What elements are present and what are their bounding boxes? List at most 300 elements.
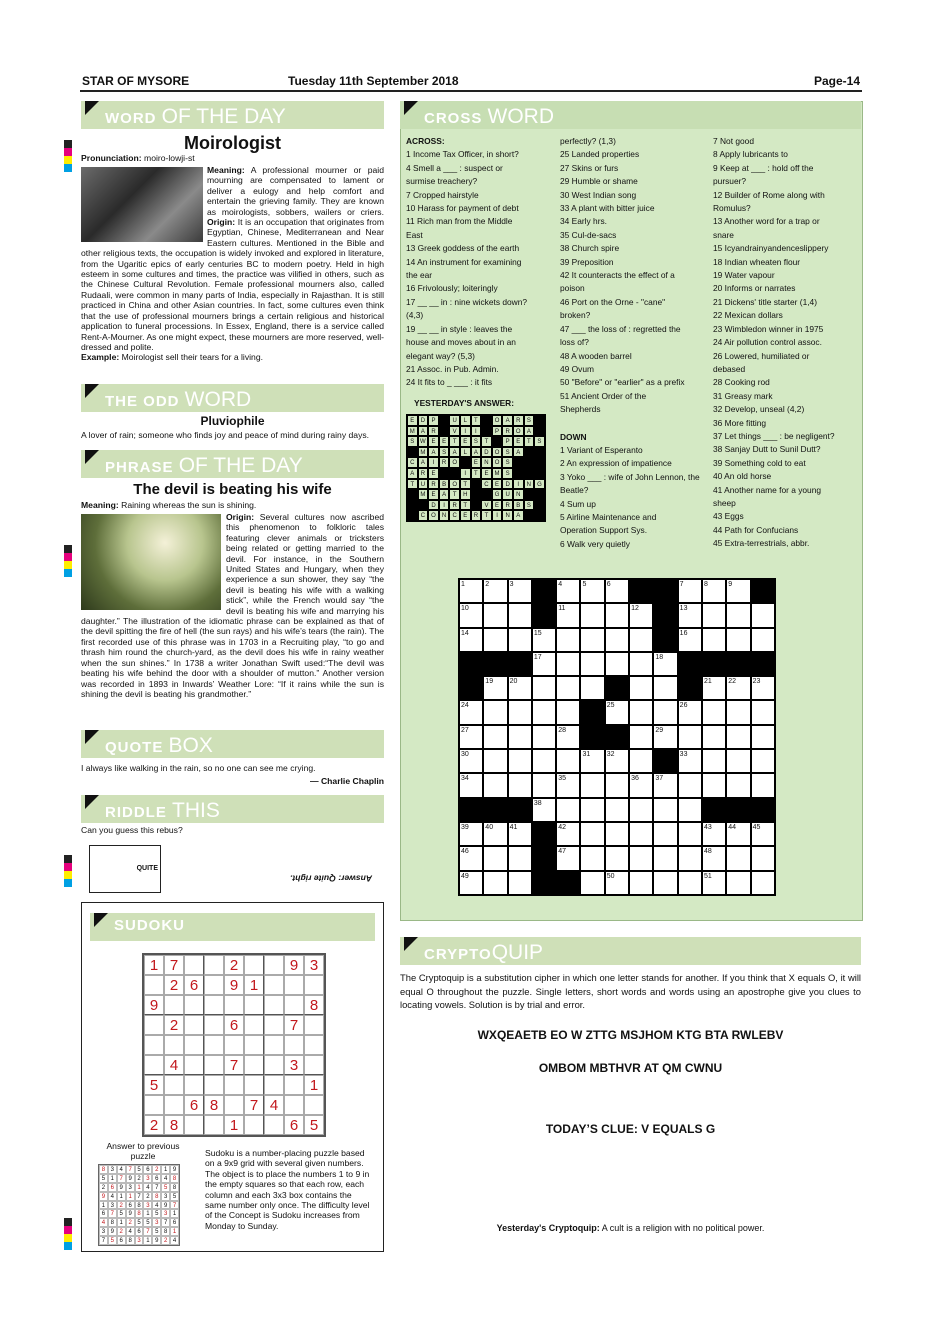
- sudoku-cell[interactable]: 7: [224, 1055, 244, 1075]
- answer-cell: 8: [152, 1192, 161, 1201]
- sudoku-cell[interactable]: 6: [284, 1115, 304, 1135]
- crossword-cell[interactable]: 20: [508, 676, 532, 700]
- crossword-cell[interactable]: 6: [605, 579, 629, 603]
- crossword-cell[interactable]: [653, 798, 677, 822]
- sudoku-cell[interactable]: [264, 1075, 284, 1095]
- sudoku-cell[interactable]: 6: [184, 975, 204, 995]
- answer-cell: 6: [108, 1183, 117, 1192]
- answer-cell: 2: [117, 1227, 126, 1236]
- sudoku-cell[interactable]: 3: [304, 955, 324, 975]
- sudoku-cell[interactable]: [244, 955, 264, 975]
- crossword-cell[interactable]: 38: [532, 798, 556, 822]
- crossword-cell[interactable]: [508, 700, 532, 724]
- sudoku-cell[interactable]: 9: [224, 975, 244, 995]
- sudoku-cell[interactable]: 8: [304, 995, 324, 1015]
- sudoku-cell[interactable]: [204, 955, 224, 975]
- answer-cell: R: [418, 468, 429, 479]
- crossword-cell[interactable]: [678, 725, 702, 749]
- black-square: [483, 652, 507, 676]
- crossword-cell[interactable]: 33: [678, 749, 702, 773]
- down-clue: 32 Develop, unseal (4,2): [713, 404, 805, 415]
- crossword-cell[interactable]: [580, 773, 604, 797]
- crossword-cell[interactable]: 24: [459, 700, 483, 724]
- black-square: [702, 798, 726, 822]
- sudoku-cell[interactable]: [144, 1055, 164, 1075]
- crossword-cell[interactable]: 37: [653, 773, 677, 797]
- crossword-cell[interactable]: [605, 773, 629, 797]
- crossword-cell[interactable]: [653, 846, 677, 870]
- sudoku-cell[interactable]: 7: [244, 1095, 264, 1115]
- black-square: [524, 468, 535, 479]
- crossword-cell[interactable]: [751, 749, 775, 773]
- sudoku-cell[interactable]: [204, 1115, 224, 1135]
- crossword-cell[interactable]: 16: [678, 628, 702, 652]
- crossword-cell[interactable]: [605, 822, 629, 846]
- crossword-cell[interactable]: [678, 846, 702, 870]
- sudoku-cell[interactable]: 2: [164, 975, 184, 995]
- sudoku-cell[interactable]: [244, 1055, 264, 1075]
- wotd-body: Meaning: A professional mourner or paid mourning are compensated to lament or deliver a eulogy and help comfort and entertain the grieving family. They are known as moirologists, sobbers, wailers or criers. Origin: It is an occupation that originates from Egyptian, Chinese, Mediterranean and Near Eastern cultures. Mentioned in the Bible and other religious texts, the occupation is widely invoked and explored in literature, from the Ugaritic epics of early centuries BC to modern poetry. Held in high esteem in some cultures and times, the practice was vilified in others, such as the Chinese Cultural Revolution. Female professional mourners also, called Rudaali, were common in many parts of India, especially in Rajasthan. It is still practiced in China and other Asian countries. In fact, some cultures even think that the use of professional mourners brings a certain religious and historical application to funeral processions. In Essex, England, there is a service called Rent-A-Mourner. As one might expect, these mourners are more reserved, well-dressed and polite. Example: Moirologist sell their tears for a living.: [81, 165, 384, 363]
- crossword-cell[interactable]: 4: [556, 579, 580, 603]
- crossword-cell[interactable]: 15: [532, 628, 556, 652]
- answer-cell: A: [428, 447, 439, 458]
- crossword-cell[interactable]: [605, 628, 629, 652]
- sudoku-cell[interactable]: [184, 1035, 204, 1055]
- sudoku-cell[interactable]: [284, 975, 304, 995]
- crossword-cell[interactable]: [508, 773, 532, 797]
- answer-cell: 5: [152, 1209, 161, 1218]
- answer-cell: 4: [161, 1174, 170, 1183]
- crossword-cell[interactable]: [629, 798, 653, 822]
- crossword-cell[interactable]: [726, 628, 750, 652]
- sudoku-cell[interactable]: 9: [144, 995, 164, 1015]
- crossword-cell[interactable]: [508, 846, 532, 870]
- corner-triangle: [85, 101, 99, 115]
- crossword-cell[interactable]: [629, 846, 653, 870]
- sudoku-cell[interactable]: [304, 1015, 324, 1035]
- crossword-cell[interactable]: [483, 749, 507, 773]
- sudoku-cell[interactable]: 1: [304, 1075, 324, 1095]
- across-clue: 14 An instrument for examining: [406, 256, 522, 267]
- sudoku-cell[interactable]: [164, 1095, 184, 1115]
- answer-cell: T: [460, 479, 471, 490]
- crossword-cell[interactable]: [629, 652, 653, 676]
- crossword-cell[interactable]: [483, 700, 507, 724]
- sudoku-cell[interactable]: 7: [284, 1015, 304, 1035]
- sudoku-cell[interactable]: [204, 1055, 224, 1075]
- answer-cell: 8: [99, 1165, 108, 1174]
- riddle-question: Can you guess this rebus?: [81, 825, 183, 835]
- crossword-cell[interactable]: 25: [605, 700, 629, 724]
- down-clue: sheep: [713, 497, 736, 508]
- crossword-cell[interactable]: [726, 773, 750, 797]
- crossword-cell[interactable]: [605, 846, 629, 870]
- sudoku-cell[interactable]: [264, 1055, 284, 1075]
- down-clue: 6 Walk very quietly: [560, 538, 630, 549]
- sudoku-cell[interactable]: 7: [164, 955, 184, 975]
- answer-cell: A: [418, 426, 429, 437]
- crossword-grid[interactable]: [458, 578, 776, 896]
- sudoku-cell[interactable]: [184, 955, 204, 975]
- sudoku-cell[interactable]: 3: [284, 1055, 304, 1075]
- crossword-cell[interactable]: [580, 798, 604, 822]
- crossword-cell[interactable]: [629, 725, 653, 749]
- crossword-cell[interactable]: 2: [483, 579, 507, 603]
- crossword-cell[interactable]: [653, 700, 677, 724]
- crossword-cell[interactable]: [483, 773, 507, 797]
- crossword-cell[interactable]: [629, 822, 653, 846]
- crossword-cell[interactable]: 22: [726, 676, 750, 700]
- sudoku-cell[interactable]: [204, 975, 224, 995]
- crossword-cell[interactable]: [751, 603, 775, 627]
- crossword-cell[interactable]: [483, 628, 507, 652]
- sudoku-cell[interactable]: [264, 1035, 284, 1055]
- black-square: [751, 579, 775, 603]
- riddle-answer: Answer: Quite right.: [290, 873, 373, 884]
- crossword-cell[interactable]: 10: [459, 603, 483, 627]
- crossword-cell[interactable]: 44: [726, 822, 750, 846]
- sudoku-cell[interactable]: 2: [144, 1115, 164, 1135]
- answer-cell: 7: [117, 1174, 126, 1183]
- sudoku-cell[interactable]: [224, 1035, 244, 1055]
- answer-cell: 3: [99, 1227, 108, 1236]
- crossword-cell[interactable]: 26: [678, 700, 702, 724]
- crossword-cell[interactable]: [580, 846, 604, 870]
- crossword-cell[interactable]: [678, 773, 702, 797]
- crossword-cell[interactable]: [556, 676, 580, 700]
- crossword-cell[interactable]: 46: [459, 846, 483, 870]
- crossword-cell[interactable]: [556, 700, 580, 724]
- answer-cell: 1: [143, 1209, 152, 1218]
- crossword-cell[interactable]: [508, 603, 532, 627]
- crossword-cell[interactable]: [702, 725, 726, 749]
- crossword-cell[interactable]: [702, 628, 726, 652]
- down-clue: 40 An old horse: [713, 471, 772, 482]
- sudoku-cell[interactable]: [244, 1015, 264, 1035]
- crossword-cell[interactable]: [751, 725, 775, 749]
- sudoku-cell[interactable]: [304, 1055, 324, 1075]
- sudoku-cell[interactable]: [244, 1075, 264, 1095]
- crossword-cell[interactable]: [580, 822, 604, 846]
- sudoku-cell[interactable]: 4: [264, 1095, 284, 1115]
- crossword-cell[interactable]: [508, 749, 532, 773]
- crossword-cell[interactable]: [532, 700, 556, 724]
- crossword-cell[interactable]: [751, 628, 775, 652]
- crossword-cell[interactable]: 50: [605, 871, 629, 895]
- answer-cell: 9: [126, 1174, 135, 1183]
- sudoku-cell[interactable]: [204, 1015, 224, 1035]
- crossword-cell[interactable]: [580, 871, 604, 895]
- crossword-cell[interactable]: [702, 700, 726, 724]
- crossword-cell[interactable]: [678, 871, 702, 895]
- crossword-cell[interactable]: [532, 749, 556, 773]
- answer-cell: 6: [170, 1218, 179, 1227]
- crossword-cell[interactable]: [605, 603, 629, 627]
- sudoku-cell[interactable]: [284, 1095, 304, 1115]
- crossword-cell[interactable]: [653, 822, 677, 846]
- answer-cell: S: [534, 436, 545, 447]
- answer-cell: A: [524, 426, 535, 437]
- sudoku-cell[interactable]: [304, 1095, 324, 1115]
- sudoku-cell[interactable]: [284, 1075, 304, 1095]
- riddle-header: RIDDLE THIS: [81, 795, 384, 823]
- crossword-cell[interactable]: 14: [459, 628, 483, 652]
- black-square: [532, 871, 556, 895]
- across-clue: 29 Humble or shame: [560, 176, 638, 187]
- sudoku-cell[interactable]: [264, 1115, 284, 1135]
- black-square: [407, 489, 418, 500]
- crossword-cell[interactable]: [508, 871, 532, 895]
- sudoku-grid[interactable]: [142, 953, 326, 1137]
- crossword-cell[interactable]: [629, 628, 653, 652]
- yesterday-grid: [406, 414, 546, 522]
- potd-body: Origin: Several cultures now ascribed this phenomenon to folkloric tales featuring clever animals or tricksters being related or getting married to the devil. For instance, in the Southern United States and Hungary, when they experience a sun shower, they say “the devil is beating his wife with a walking stick”, while the French would say “the devil is beating his wife and marrying his daughter.” The illustration of the idiomatic phrase can be explained as that of the devil spitting the fire of hell (the sun rays) and his wife’s tears (the rain). The first recorded use of this phrase was in 1703 in a Recruiting play, “to go and thrash him round the church-yard, as the devil does his wife in rainy weather when the sun shines.” In 1738 a writer Jonathan Swift used:“The devil was beating his wife behind the door with a shoulder of mutton.” Another version was recorded in 1893 in Inwards’ Weather Lore: “If it rains while the sun is shining the devil is beating his grandmother.”: [81, 512, 385, 699]
- sudoku-description: Sudoku is a number-placing puzzle based on a 9x9 grid with several given numbers. The object is to place the numbers 1 to 9 in the empty squares so that each row, each column and each 3x3 box contains the same number only once. The difficulty level of the Concept is Sudoku increases from Monday to Sunday.: [205, 1148, 370, 1231]
- crossword-cell[interactable]: 3: [508, 579, 532, 603]
- sudoku-cell[interactable]: 6: [184, 1095, 204, 1115]
- crossword-cell[interactable]: 28: [556, 725, 580, 749]
- crossword-cell[interactable]: 7: [678, 579, 702, 603]
- answer-cell: T: [471, 468, 482, 479]
- sudoku-cell[interactable]: [184, 1015, 204, 1035]
- sudoku-cell[interactable]: [184, 1055, 204, 1075]
- sudoku-cell[interactable]: [144, 1035, 164, 1055]
- sudoku-cell[interactable]: 8: [164, 1115, 184, 1135]
- crossword-cell[interactable]: 9: [726, 579, 750, 603]
- crossword-cell[interactable]: 39: [459, 822, 483, 846]
- sudoku-cell[interactable]: 6: [224, 1015, 244, 1035]
- crossword-cell[interactable]: [629, 700, 653, 724]
- crossword-cell[interactable]: [702, 773, 726, 797]
- across-clue: (4,3): [406, 310, 424, 321]
- sudoku-cell[interactable]: [144, 975, 164, 995]
- sudoku-cell[interactable]: 5: [304, 1115, 324, 1135]
- sudoku-cell[interactable]: [204, 1075, 224, 1095]
- crossword-cell[interactable]: [580, 676, 604, 700]
- answer-cell: E: [471, 457, 482, 468]
- crossword-cell[interactable]: [532, 676, 556, 700]
- answer-cell: E: [428, 436, 439, 447]
- crossword-cell[interactable]: 27: [459, 725, 483, 749]
- sudoku-cell[interactable]: [244, 995, 264, 1015]
- answer-cell: 5: [143, 1218, 152, 1227]
- crossword-cell[interactable]: 51: [702, 871, 726, 895]
- crossword-cell[interactable]: [702, 603, 726, 627]
- crossword-cell[interactable]: 21: [702, 676, 726, 700]
- answer-cell: E: [513, 436, 524, 447]
- across-clue: 42 It counteracts the effect of a: [560, 270, 675, 281]
- crossword-cell[interactable]: [580, 628, 604, 652]
- crossword-cell[interactable]: [751, 700, 775, 724]
- crossword-cell[interactable]: [508, 725, 532, 749]
- black-square: [532, 822, 556, 846]
- sudoku-cell[interactable]: [244, 1035, 264, 1055]
- across-clue: 39 Preposition: [560, 256, 614, 267]
- crossword-cell[interactable]: 40: [483, 822, 507, 846]
- sudoku-cell[interactable]: [304, 1035, 324, 1055]
- sudoku-cell[interactable]: [144, 1015, 164, 1035]
- sudoku-cell[interactable]: [224, 1075, 244, 1095]
- sudoku-cell[interactable]: 1: [144, 955, 164, 975]
- black-square: [726, 652, 750, 676]
- crossword-cell[interactable]: [580, 652, 604, 676]
- answer-cell: 8: [108, 1218, 117, 1227]
- sudoku-cell[interactable]: [264, 975, 284, 995]
- crossword-cell[interactable]: [726, 749, 750, 773]
- sudoku-cell[interactable]: [184, 1115, 204, 1135]
- crossword-cell[interactable]: [483, 846, 507, 870]
- crossword-cell[interactable]: [751, 846, 775, 870]
- crossword-cell[interactable]: [702, 749, 726, 773]
- color-marks: [64, 140, 72, 172]
- sudoku-cell[interactable]: 9: [284, 955, 304, 975]
- crossword-cell[interactable]: [653, 676, 677, 700]
- answer-cell: O: [449, 457, 460, 468]
- down-col-3: [713, 135, 858, 551]
- crossword-cell[interactable]: [653, 871, 677, 895]
- crossword-cell[interactable]: 11: [556, 603, 580, 627]
- crossword-cell[interactable]: [678, 798, 702, 822]
- black-square: [460, 457, 471, 468]
- sudoku-cell[interactable]: [164, 1075, 184, 1095]
- answer-cell: 6: [152, 1174, 161, 1183]
- crossword-cell[interactable]: 12: [629, 603, 653, 627]
- crossword-cell[interactable]: 43: [702, 822, 726, 846]
- crossword-cell[interactable]: [726, 725, 750, 749]
- sudoku-cell[interactable]: 8: [204, 1095, 224, 1115]
- sudoku-cell[interactable]: [264, 955, 284, 975]
- answer-cell: 1: [117, 1192, 126, 1201]
- crossword-cell[interactable]: [483, 725, 507, 749]
- crossword-cell[interactable]: [556, 652, 580, 676]
- crossword-cell[interactable]: [483, 603, 507, 627]
- down-clue: 39 Something cold to eat: [713, 457, 806, 468]
- crypto-clue: TODAY’S CLUE: V EQUALS G: [545, 1122, 716, 1136]
- answer-cell: 8: [161, 1227, 170, 1236]
- answer-cell: O: [492, 457, 503, 468]
- down-clue: 22 Mexican dollars: [713, 310, 783, 321]
- crossword-cell[interactable]: [508, 628, 532, 652]
- crossword-cell[interactable]: 35: [556, 773, 580, 797]
- crossword-cell[interactable]: [629, 749, 653, 773]
- crossword-cell[interactable]: 29: [653, 725, 677, 749]
- answer-cell: E: [460, 510, 471, 521]
- answer-cell: E: [492, 479, 503, 490]
- sudoku-cell[interactable]: [204, 1035, 224, 1055]
- crossword-cell[interactable]: 18: [653, 652, 677, 676]
- crossword-cell[interactable]: [605, 798, 629, 822]
- sudoku-cell[interactable]: [304, 975, 324, 995]
- crossword-cell[interactable]: 48: [702, 846, 726, 870]
- answer-cell: N: [524, 479, 535, 490]
- crossword-cell[interactable]: 34: [459, 773, 483, 797]
- crossword-cell[interactable]: 1: [459, 579, 483, 603]
- crossword-cell[interactable]: [556, 628, 580, 652]
- sudoku-cell[interactable]: [164, 1035, 184, 1055]
- crossword-cell[interactable]: [532, 725, 556, 749]
- answer-cell: E: [428, 489, 439, 500]
- crossword-cell[interactable]: [726, 871, 750, 895]
- crossword-cell[interactable]: [751, 871, 775, 895]
- crossword-cell[interactable]: [580, 603, 604, 627]
- black-square: [483, 798, 507, 822]
- sudoku-cell[interactable]: [204, 995, 224, 1015]
- sudoku-cell[interactable]: [284, 1035, 304, 1055]
- crossword-cell[interactable]: [629, 676, 653, 700]
- previous-answer-grid: [98, 1164, 180, 1246]
- crossword-cell[interactable]: 32: [605, 749, 629, 773]
- crossword-cell[interactable]: 42: [556, 822, 580, 846]
- answer-cell: D: [481, 447, 492, 458]
- sudoku-cell[interactable]: [184, 1075, 204, 1095]
- crossword-cell[interactable]: [483, 871, 507, 895]
- crossword-cell[interactable]: [556, 798, 580, 822]
- answer-cell: 1: [161, 1165, 170, 1174]
- sudoku-cell[interactable]: [144, 1095, 164, 1115]
- crossword-cell[interactable]: 49: [459, 871, 483, 895]
- answer-cell: M: [492, 468, 503, 479]
- crossword-cell[interactable]: 5: [580, 579, 604, 603]
- sudoku-cell[interactable]: 4: [164, 1055, 184, 1075]
- crossword-cell[interactable]: 36: [629, 773, 653, 797]
- sudoku-cell[interactable]: [184, 995, 204, 1015]
- crossword-cell[interactable]: 31: [580, 749, 604, 773]
- crossword-cell[interactable]: [678, 822, 702, 846]
- answer-cell: D: [418, 415, 429, 426]
- crossword-cell[interactable]: [726, 700, 750, 724]
- sudoku-cell[interactable]: [244, 1115, 264, 1135]
- sudoku-cell[interactable]: [284, 995, 304, 1015]
- crossword-cell[interactable]: [751, 773, 775, 797]
- crossword-cell[interactable]: [726, 846, 750, 870]
- color-marks: [64, 545, 72, 577]
- sudoku-cell[interactable]: 2: [164, 1015, 184, 1035]
- answer-cell: 4: [108, 1192, 117, 1201]
- odd-word: Pluviophile: [200, 414, 265, 428]
- crossword-cell[interactable]: [556, 749, 580, 773]
- crossword-cell[interactable]: 19: [483, 676, 507, 700]
- crossword-cell[interactable]: [532, 773, 556, 797]
- sudoku-cell[interactable]: 1: [244, 975, 264, 995]
- answer-cell: 2: [152, 1165, 161, 1174]
- crossword-cell[interactable]: [605, 652, 629, 676]
- crossword-cell[interactable]: 45: [751, 822, 775, 846]
- crossword-cell[interactable]: [726, 603, 750, 627]
- answer-cell: E: [460, 436, 471, 447]
- crossword-cell[interactable]: [629, 871, 653, 895]
- sudoku-cell[interactable]: 2: [224, 955, 244, 975]
- crossword-cell[interactable]: 47: [556, 846, 580, 870]
- crossword-cell[interactable]: 41: [508, 822, 532, 846]
- crossword-cell[interactable]: 30: [459, 749, 483, 773]
- sudoku-cell[interactable]: [224, 995, 244, 1015]
- answer-cell: 2: [143, 1192, 152, 1201]
- down-clue: 36 More fitting: [713, 417, 767, 428]
- sudoku-cell[interactable]: [224, 1095, 244, 1115]
- crossword-cell[interactable]: 23: [751, 676, 775, 700]
- sudoku-cell[interactable]: [264, 995, 284, 1015]
- black-square: [532, 846, 556, 870]
- sudoku-cell[interactable]: 1: [224, 1115, 244, 1135]
- answer-cell: N: [481, 457, 492, 468]
- sudoku-cell[interactable]: [264, 1015, 284, 1035]
- crossword-cell[interactable]: 8: [702, 579, 726, 603]
- sudoku-cell[interactable]: [164, 995, 184, 1015]
- crossword-cell[interactable]: 17: [532, 652, 556, 676]
- sudoku-cell[interactable]: 5: [144, 1075, 164, 1095]
- crossword-cell[interactable]: 13: [678, 603, 702, 627]
- black-square: [508, 798, 532, 822]
